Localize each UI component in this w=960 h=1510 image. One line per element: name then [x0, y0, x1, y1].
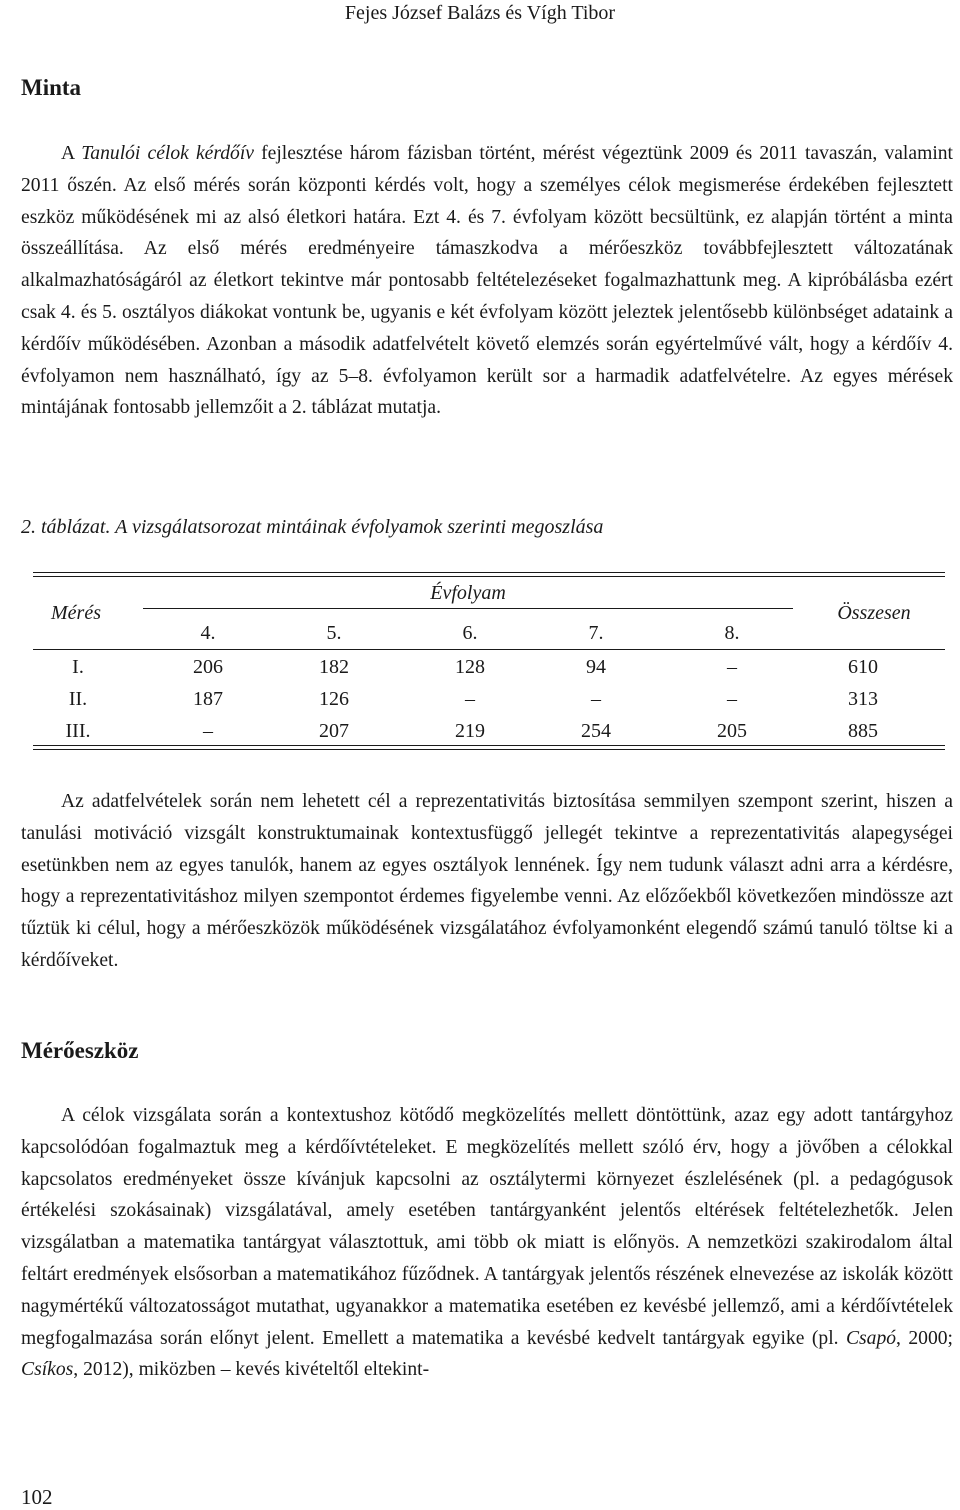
table-cell: 206 [193, 656, 223, 678]
row-total: 610 [848, 656, 878, 678]
table-cell: 219 [455, 720, 485, 742]
table-caption: 2. táblázat. A vizsgálatsorozat mintáinak évfolyamok szerinti megoszlása [21, 516, 604, 538]
grade-header: 4. [200, 622, 216, 644]
paragraph-text: A célok vizsgálata során a kontextushoz kötődő megközelítés mellett döntöttünk, azaz egy adott tantárgyhoz kapcsolódóan fogalmaztuk meg a kérdőívtételeket. E megközelítés mellett szóló érv, hogy a jövőben a célokkal kapcsolatos eredményeket össze kívánjuk kapcsolni az osztálytermi környezet észlelésének (pl. a pedagógusok értékelési szokásainak) vizsgálatával, amely esetében tantárgyanként jelentős eltérések feltételezhetők. Jelen vizsgálatban a matematika tantárgyat választottuk, ami több ok miatt is előnyös. A nemzetközi szakirodalom által feltárt eredmények elsősorban a matematikához fűződnek. A tantárgyak jelentős részének elnevezése az iskolák között nagymértékű változatosságot mutathat, ugyanakkor a matematika esetében ez kevésbé jellemző, ami a kérdőívtételek megfogalmazása során előnyt jelent. Emellett a matematika a kevésbé kedvelt tantárgyak egyike (pl. [21, 1105, 953, 1349]
table-cell: – [727, 656, 737, 678]
table-cell: 94 [586, 656, 606, 678]
table-cell: – [727, 688, 737, 710]
table-cell: 207 [319, 720, 349, 742]
grade-header: 5. [326, 622, 342, 644]
paragraph-text: fejlesztése három fázisban történt, mérést végeztünk 2009 és 2011 tavaszán, valamint 2011 őszén. Az első mérés során központi kérdés volt, hogy a személyes célok megismerése érdekében fejlesztett eszköz működésének mi az alsó életkori határa. Ezt 4. és 7. évfolyam között becsültünk, ez alapján történt a minta összeállítása. Az első mérés eredményeire támaszkodva a mérőeszköz továbbfejlesztett változatának alkalmazhatóságáról az életkort tekintve már pontosabb feltételezéseket fogalmazhattunk meg. A kipróbálásba ezért csak 4. és 5. osztályos diákokat vontunk be, ugyanis e két évfolyam között jeleztek jelentősebb különbséget adataink a kérdőív működésében. Azonban a második adatfelvételt követő elemzés során egyértelművé vált, hogy a kérdőív 4. évfolyamon nem használható, így az 5–8. évfolyamon került sor a harmadik adatfelvételre. Az egyes mérések mintájának fontosabb jellemzőit a 2. táblázat mutatja. [21, 143, 954, 419]
grade-header: 8. [724, 622, 740, 644]
table-cell: – [591, 688, 601, 710]
header-bottom-rule [33, 649, 945, 650]
table-cell: 126 [319, 688, 349, 710]
section-heading-minta: Minta [21, 75, 82, 100]
paragraph-representativity: Az adatfelvételek során nem lehetett cél a reprezentativitás biztosítása semmilyen szempont szerint, hiszen a tanulási motiváció vizsgált konstruktumainak kontextusfüggő jellegét tekintve a reprezentativitás alapegységei esetünkben nem az egyes tanulók, hanem az egyes osztályok lennének. Így nem tudunk választ adni arra a kérdésre, hogy a reprezentativitáshoz milyen szempontot érdemes figyelembe venni. Az előzőekből következően mindössze azt tűztük ki célul, hogy a mérőeszközök működésének vizsgálatához évfolyamonként elegendő számú tanuló töltse ki a kérdőíveket. [21, 791, 953, 971]
table-cell: 205 [717, 720, 747, 742]
citation-author: Csíkos [21, 1359, 74, 1381]
row-label: II. [68, 688, 88, 710]
row-label: I. [72, 656, 84, 678]
table-cell: 182 [319, 656, 349, 678]
table-cell: 128 [455, 656, 485, 678]
table-cell: – [203, 720, 213, 742]
grade-header: 6. [462, 622, 478, 644]
page-number: 102 [21, 1485, 53, 1509]
table-top-rule [33, 576, 945, 577]
header-osszesen: Összesen [837, 602, 911, 624]
table-cell: 187 [193, 688, 223, 710]
paragraph-minta [21, 138, 953, 424]
row-total: 885 [848, 720, 878, 742]
section-heading-meroeszkoz: Mérőeszköz [21, 1038, 139, 1063]
sample-table [33, 570, 945, 750]
row-total: 313 [848, 688, 878, 710]
table-cell: – [465, 688, 475, 710]
questionnaire-title: Tanulói célok kérdőív [81, 143, 254, 164]
paragraph-text: A [61, 143, 82, 164]
paragraph-text: , 2012), miközben – kevés kivételtől eltekint- [73, 1359, 430, 1381]
table-bottom-rule [33, 749, 945, 750]
grade-header: 7. [588, 622, 604, 644]
table-top-rule [33, 572, 945, 573]
header-meres: Mérés [51, 602, 101, 624]
evfolyam-underline [143, 608, 793, 609]
row-label: III. [65, 720, 91, 742]
paragraph-text: , 2000; [896, 1327, 953, 1349]
table-bottom-rule [33, 745, 945, 746]
citation-author: Csapó [845, 1327, 897, 1349]
running-head: Fejes József Balázs és Vígh Tibor [344, 2, 616, 24]
table-cell: 254 [581, 720, 611, 742]
paragraph-meroeszkoz [21, 1100, 953, 1386]
header-evfolyam: Évfolyam [430, 582, 506, 604]
